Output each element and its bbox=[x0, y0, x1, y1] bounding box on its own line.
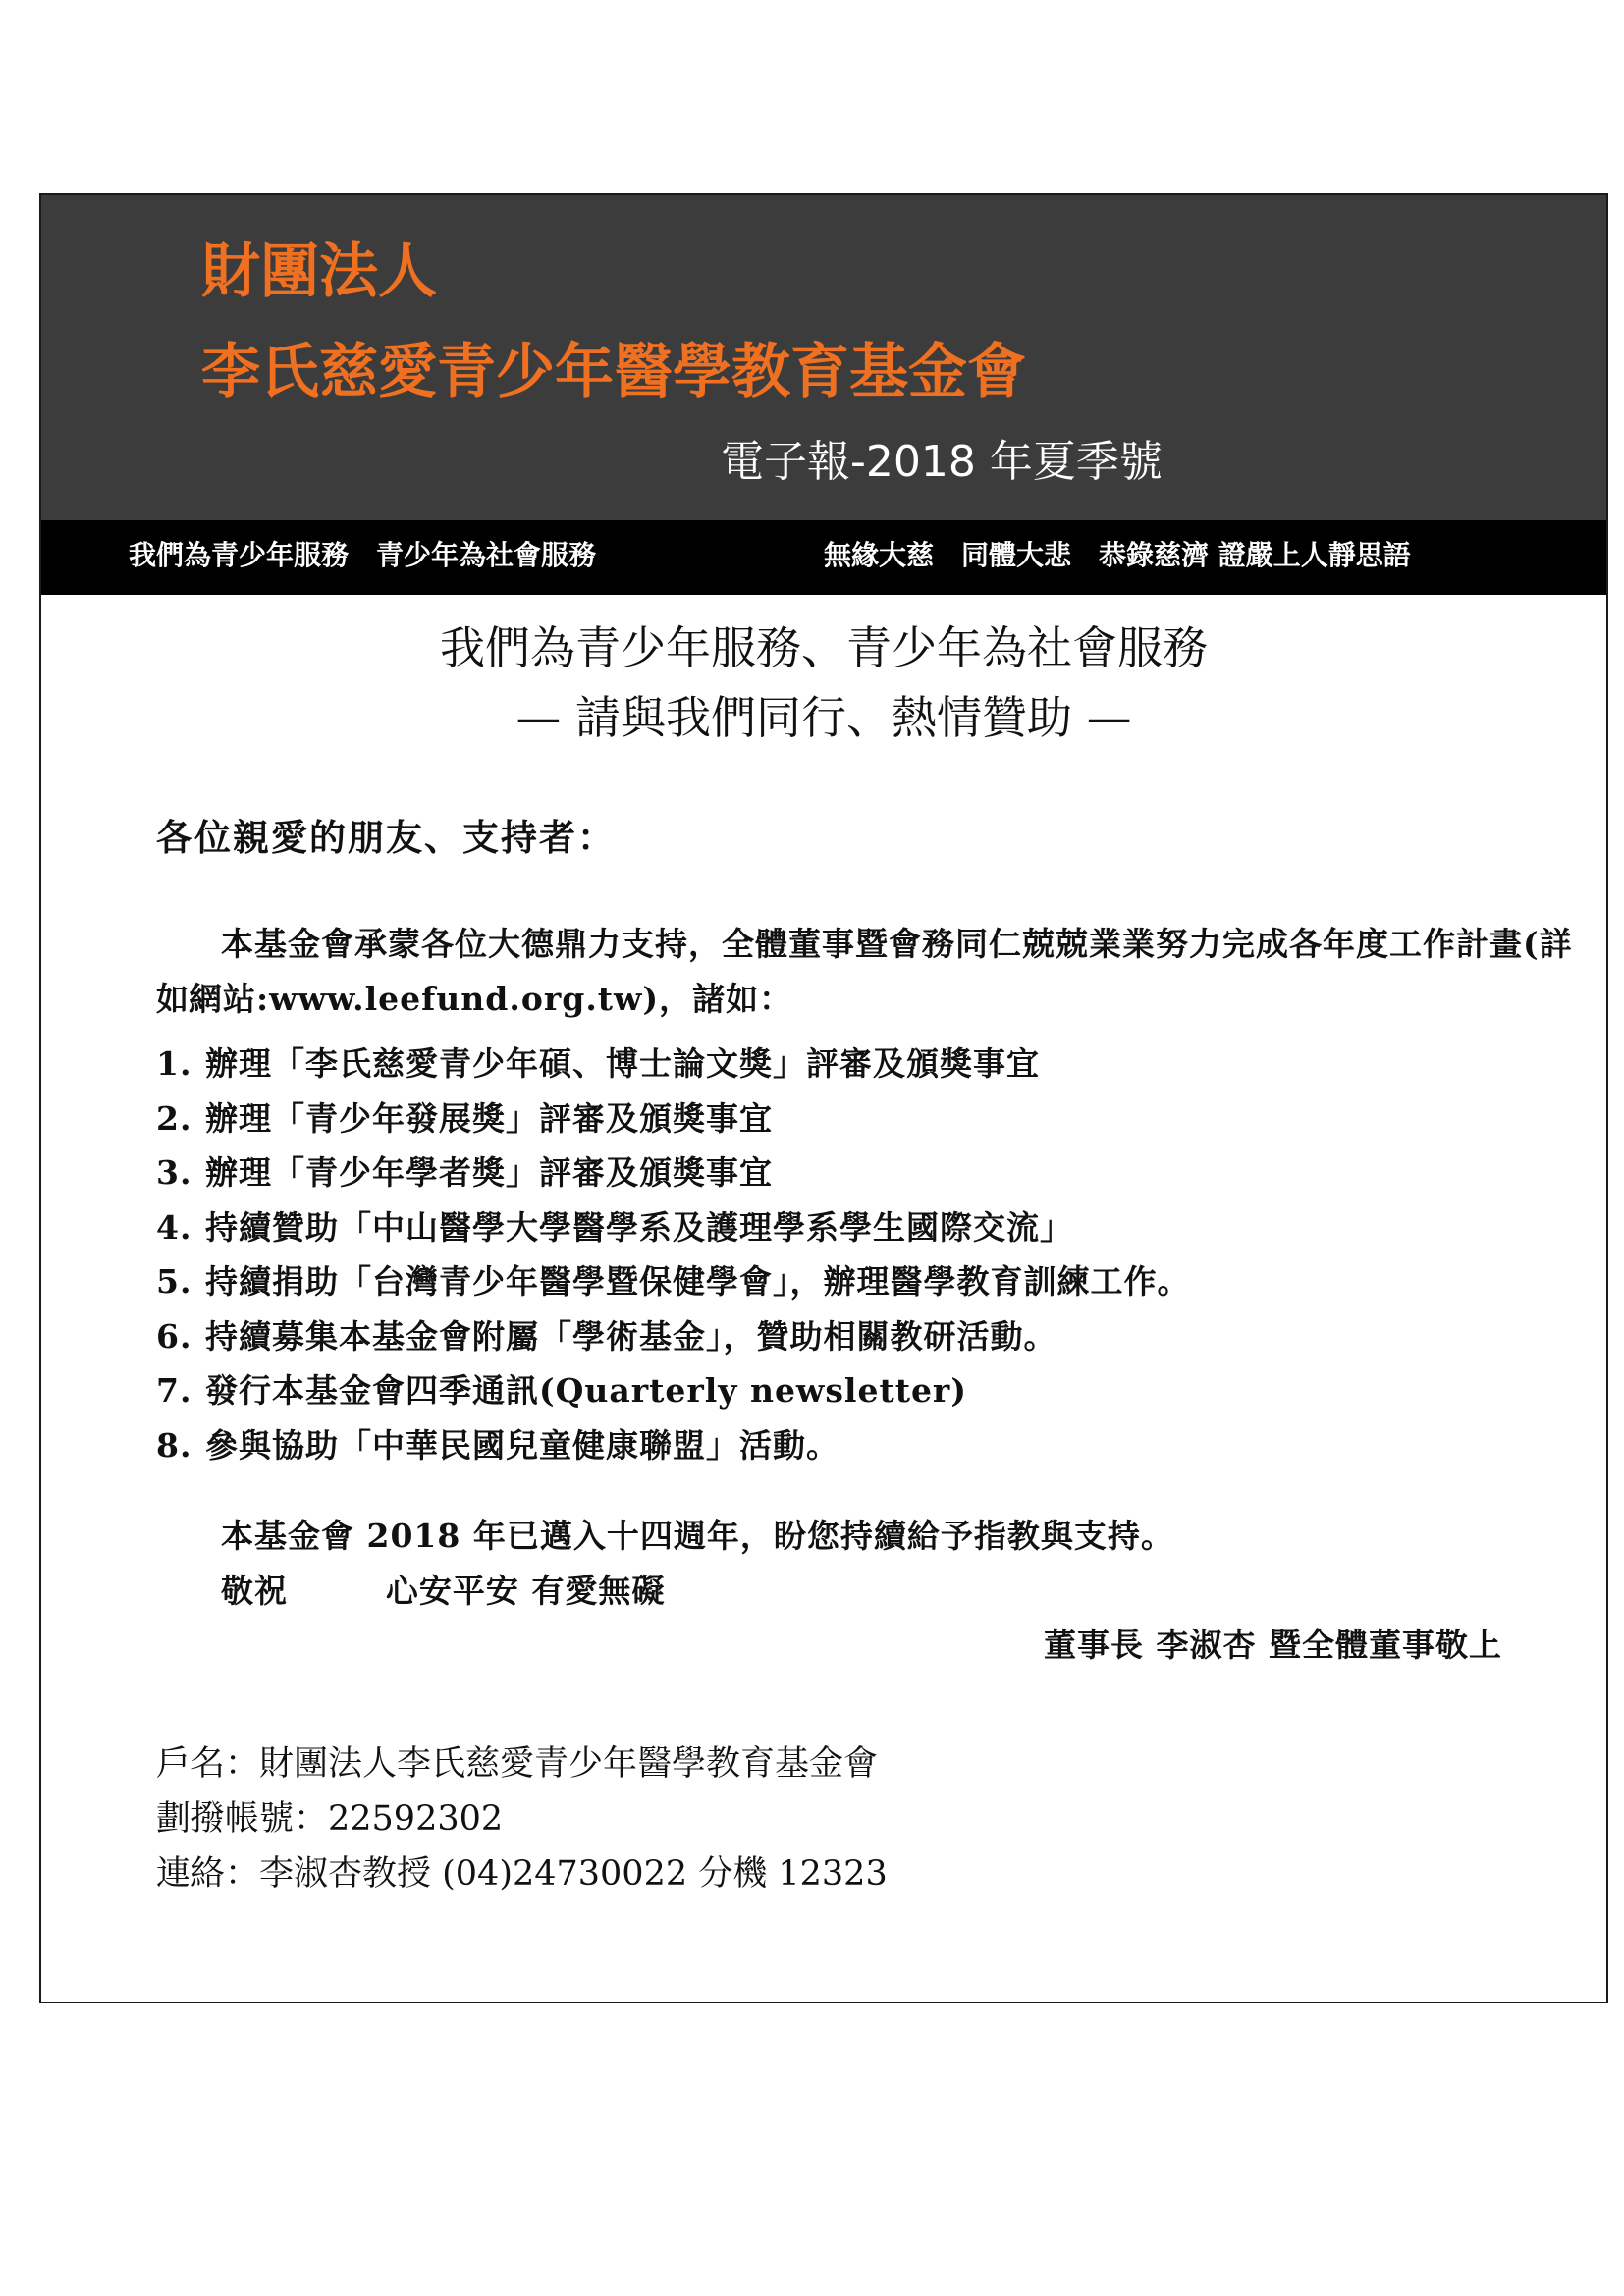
list-number: 1. bbox=[156, 1044, 192, 1083]
list-number: 7. bbox=[156, 1371, 192, 1410]
salutation: 各位親愛的朋友、支持者： bbox=[156, 816, 616, 859]
intro-paragraph bbox=[156, 917, 1590, 1027]
list-item bbox=[156, 1418, 1191, 1473]
list-text: 辦理「李氏慈愛青少年碩、博士論文獎」評審及頒獎事宜 bbox=[205, 1044, 1040, 1083]
list-text: 參與協助「中華民國兒童健康聯盟」活動。 bbox=[205, 1425, 839, 1465]
newsletter-frame bbox=[39, 193, 1608, 2003]
list-item bbox=[156, 1201, 1191, 1255]
list-number: 2. bbox=[156, 1098, 192, 1138]
work-plan-list bbox=[156, 1037, 1191, 1472]
headline-line1: 我們為青少年服務、青少年為社會服務 bbox=[440, 621, 1208, 674]
signature: 董事長 李淑杏 暨全體董事敬上 bbox=[1044, 1626, 1502, 1664]
newsletter-header bbox=[41, 195, 1606, 520]
account-info bbox=[156, 1736, 888, 1901]
intro-text: 本基金會承蒙各位大德鼎力支持，全體董事暨會務同仁兢兢業業努力完成各年度工作計畫(詳如網站:www.leefund.org.tw)，諸如： bbox=[156, 925, 1573, 1018]
org-prefix: 財團法人 bbox=[201, 238, 437, 306]
issue-title: 電子報-2018 年夏季號 bbox=[721, 437, 1163, 487]
list-text: 持續捐助「台灣青少年醫學暨保健學會」，辦理醫學教育訓練工作。 bbox=[205, 1262, 1191, 1301]
list-number: 8. bbox=[156, 1425, 192, 1465]
account-number: 劃撥帳號：22592302 bbox=[156, 1799, 504, 1839]
list-item bbox=[156, 1309, 1191, 1364]
list-item bbox=[156, 1146, 1191, 1201]
list-item bbox=[156, 1255, 1191, 1309]
list-text: 持續募集本基金會附屬「學術基金」，贊助相關教研活動。 bbox=[205, 1316, 1057, 1356]
list-number: 3. bbox=[156, 1153, 192, 1192]
list-number: 5. bbox=[156, 1262, 192, 1301]
list-item bbox=[156, 1363, 1191, 1418]
closing-line: 本基金會 2018 年已邁入十四週年，盼您持續給予指教與支持。 bbox=[221, 1517, 1174, 1555]
list-text: 持續贊助「中山醫學大學醫學系及護理學系學生國際交流」 bbox=[205, 1207, 1073, 1247]
list-item bbox=[156, 1037, 1191, 1092]
list-text: 發行本基金會四季通訊(Quarterly newsletter) bbox=[205, 1371, 967, 1410]
contact-info: 連絡：李淑杏教授 (04)24730022 分機 12323 bbox=[156, 1854, 888, 1894]
list-item bbox=[156, 1092, 1191, 1147]
list-text: 辦理「青少年學者獎」評審及頒獎事宜 bbox=[205, 1153, 773, 1192]
account-name: 戶名：財團法人李氏慈愛青少年醫學教育基金會 bbox=[156, 1744, 879, 1784]
headline-line2: — 請與我們同行、熱情贊助 — bbox=[515, 691, 1132, 744]
list-number: 4. bbox=[156, 1207, 192, 1247]
regards-line: 敬祝 心安平安 有愛無礙 bbox=[221, 1572, 666, 1610]
list-text: 辦理「青少年發展獎」評審及頒獎事宜 bbox=[205, 1098, 773, 1138]
motto-left: 我們為青少年服務 青少年為社會服務 bbox=[129, 539, 597, 571]
motto-right: 無緣大慈 同體大悲 恭錄慈濟 證嚴上人靜思語 bbox=[824, 539, 1411, 571]
org-name: 李氏慈愛青少年醫學教育基金會 bbox=[201, 338, 1026, 406]
list-number: 6. bbox=[156, 1316, 192, 1356]
motto-bar bbox=[41, 520, 1606, 595]
